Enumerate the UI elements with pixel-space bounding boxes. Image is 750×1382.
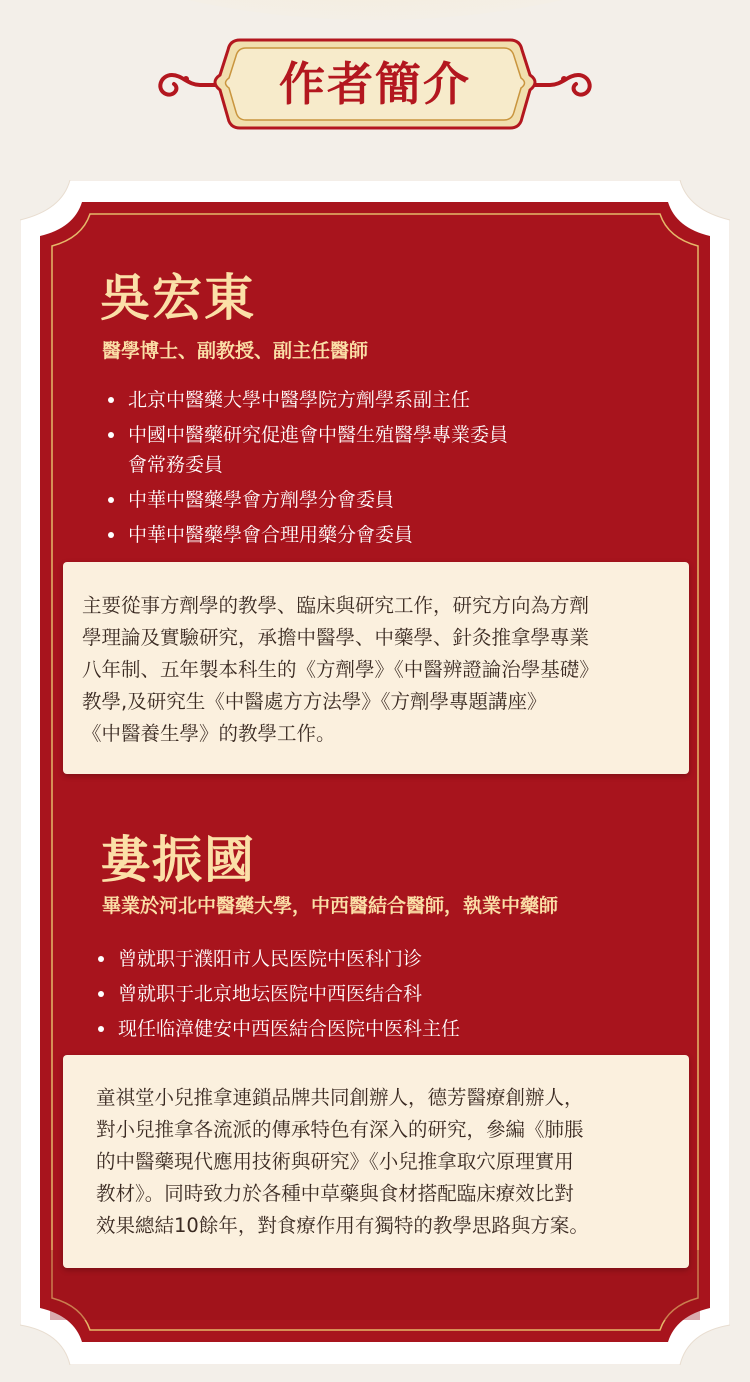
list-item: 中華中醫藥學會合理用藥分會委員 — [104, 520, 508, 550]
bullet-dot-icon — [98, 956, 104, 962]
list-item: 中國中醫藥研究促進會中醫生殖醫學專業委員 — [104, 420, 508, 450]
list-item: 北京中醫藥大學中醫學院方劑學系副主任 — [104, 385, 508, 415]
section-header — [0, 30, 750, 140]
bullet-dot-icon — [98, 1026, 104, 1032]
list-item: 曾就职于濮阳市人民医院中医科门诊 — [94, 944, 460, 974]
author-roles-list — [94, 944, 460, 1049]
page-title: 作者簡介 — [279, 57, 471, 111]
background-glow — [0, 0, 750, 20]
list-item-continuation: 會常務委員 — [128, 454, 224, 476]
author-name: 吳宏東 — [100, 269, 256, 327]
bullet-dot-icon — [108, 397, 114, 403]
bullet-dot-icon — [108, 532, 114, 538]
list-item: 中華中醫藥學會方劑學分會委員 — [104, 485, 508, 515]
author-description: 童祺堂小兒推拿連鎖品牌共同創辦人，德芳醫療創辦人， 對小兒推拿各流派的傳承特色有深入的研究，參編《肺脹 的中醫藥現代應用技術與研究》《小兒推拿取穴原理實用 教材》。同時致力於各種中草藥與食材搭配臨床療效比對 效果總結10餘年，對食療作用有獨特的教學思路與方案。 — [96, 1086, 589, 1237]
list-item: 现任临漳健安中西医結合医院中医科主任 — [94, 1014, 460, 1044]
bullet-dot-icon — [98, 991, 104, 997]
bullet-dot-icon — [108, 432, 114, 438]
list-item: 曾就职于北京地坛医院中西医结合科 — [94, 979, 460, 1009]
author-credentials: 醫學博士、副教授、副主任醫師 — [102, 340, 369, 362]
bullet-dot-icon — [108, 497, 114, 503]
author-roles-list — [104, 385, 508, 555]
author-name: 婁振國 — [100, 831, 256, 889]
author-credentials: 畢業於河北中醫藥大學，中西醫結合醫師，執業中藥師 — [102, 895, 559, 917]
author-description: 主要從事方劑學的教學、臨床與研究工作，研究方向為方劑 學理論及實驗研究，承擔中醫學、中藥學、針灸推拿學專業 八年制、五年製本科生的《方劑學》《中醫辨證論治學基礎》 教學,及研究生《中醫處方方法學》《方劑學專題講座》 《中醫養生學》的教學工作。 — [82, 594, 599, 745]
